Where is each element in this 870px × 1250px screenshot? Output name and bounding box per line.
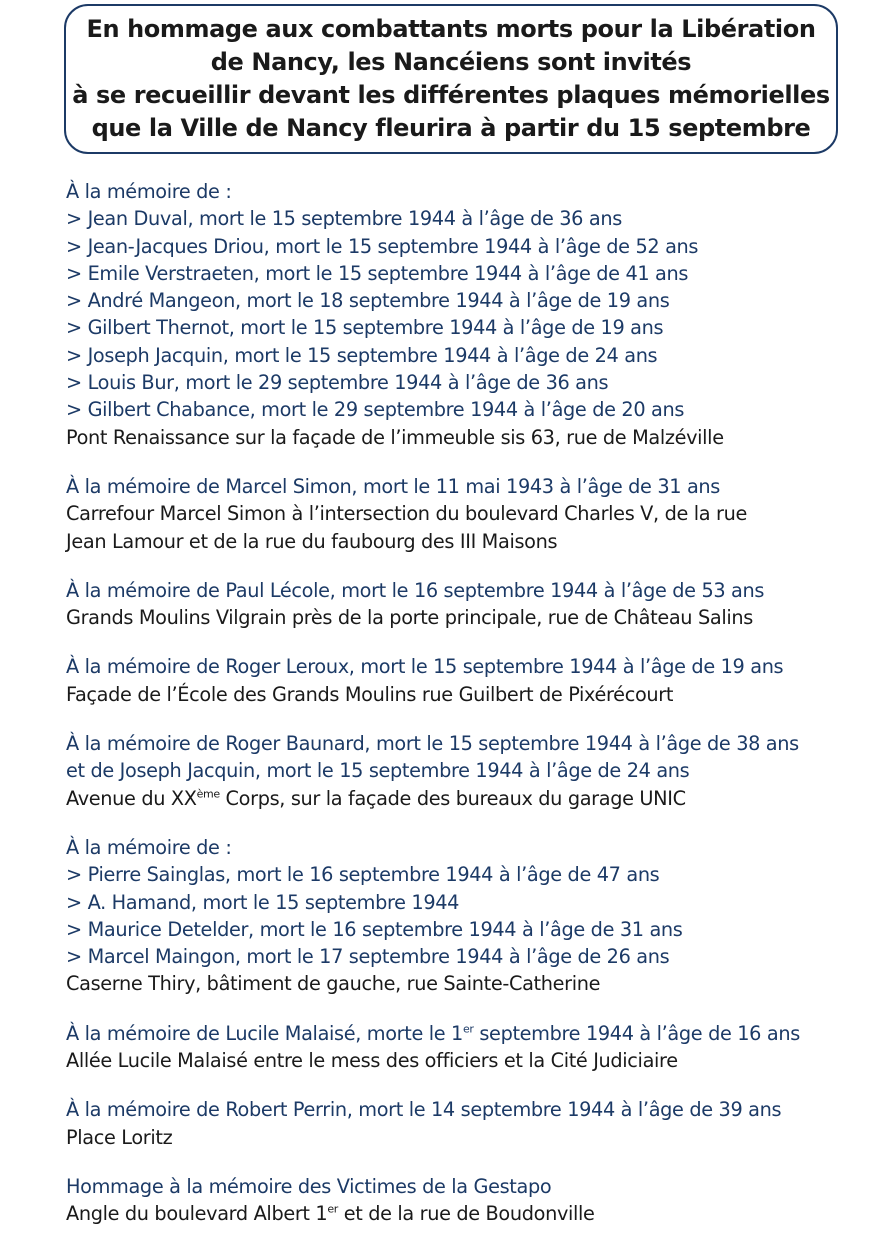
location-line: Pont Renaissance sur la façade de l’immeuble sis 63, rue de Malzéville (66, 425, 724, 449)
location-text: Avenue du XX (66, 786, 197, 810)
memorial-section (66, 834, 866, 998)
location-line: Façade de l’École des Grands Moulins rue Guilbert de Pixérécourt (66, 682, 674, 706)
location-line: Place Loritz (66, 1125, 173, 1149)
memory-line: > A. Hamand, mort le 15 septembre 1944 (66, 890, 460, 914)
location-text: et de la rue de Boudonville (337, 1202, 595, 1226)
memory-line: > Jean Duval, mort le 15 septembre 1944 à l’âge de 36 ans (66, 207, 622, 231)
memorial-section (66, 653, 866, 708)
location-line: Carrefour Marcel Simon à l’intersection du boulevard Charles V, de la rue (66, 502, 747, 526)
header-line: de Nancy, les Nancéiens sont invités (210, 48, 692, 76)
memory-line: Hommage à la mémoire des Victimes de la Gestapo (66, 1174, 552, 1198)
memory-line: > Louis Bur, mort le 29 septembre 1944 à l’âge de 36 ans (66, 371, 609, 395)
memorial-section (66, 178, 866, 451)
memory-text: À la mémoire de Lucile Malaisé, morte le 1 (66, 1021, 463, 1045)
memory-line: > Emile Verstraeten, mort le 15 septembre 1944 à l’âge de 41 ans (66, 261, 689, 285)
memory-line: > Maurice Detelder, mort le 16 septembre 1944 à l’âge de 31 ans (66, 917, 683, 941)
location-line: Caserne Thiry, bâtiment de gauche, rue Sainte-Catherine (66, 972, 601, 996)
memorial-section (66, 1020, 866, 1075)
memory-line: À la mémoire de Paul Lécole, mort le 16 septembre 1944 à l’âge de 53 ans (66, 578, 765, 602)
memory-line: À la mémoire de Roger Baunard, mort le 15 septembre 1944 à l’âge de 38 ans (66, 732, 799, 756)
memory-line: > Gilbert Chabance, mort le 29 septembre 1944 à l’âge de 20 ans (66, 398, 685, 422)
memory-line: > Marcel Maingon, mort le 17 septembre 1944 à l’âge de 26 ans (66, 945, 670, 969)
location-line: Allée Lucile Malaisé entre le mess des officiers et la Cité Judiciaire (66, 1049, 678, 1073)
memory-line: À la mémoire de : (66, 835, 232, 859)
superscript-text: er (327, 1202, 338, 1216)
memory-line (66, 1020, 866, 1047)
memory-line: À la mémoire de : (66, 180, 232, 203)
memorial-section (66, 577, 866, 632)
memorial-list (66, 178, 866, 1250)
header-announcement-box (64, 4, 838, 154)
memory-line: > Pierre Sainglas, mort le 16 septembre 1944 à l’âge de 47 ans (66, 863, 660, 887)
memory-line: > Joseph Jacquin, mort le 15 septembre 1944 à l’âge de 24 ans (66, 343, 658, 367)
location-text: Corps, sur la façade des bureaux du garage UNIC (219, 786, 686, 810)
memorial-section (66, 473, 866, 555)
location-line: Jean Lamour et de la rue du faubourg des III Maisons (66, 529, 558, 553)
memory-text: septembre 1944 à l’âge de 16 ans (473, 1021, 800, 1045)
memorial-section (66, 1173, 866, 1228)
location-line: Grands Moulins Vilgrain près de la porte principale, rue de Château Salins (66, 606, 753, 630)
memory-line: et de Joseph Jacquin, mort le 15 septembre 1944 à l’âge de 24 ans (66, 759, 690, 783)
memory-line: À la mémoire de Robert Perrin, mort le 14 septembre 1944 à l’âge de 39 ans (66, 1098, 782, 1122)
location-line (66, 1200, 866, 1227)
memory-line: > Gilbert Thernot, mort le 15 septembre 1944 à l’âge de 19 ans (66, 316, 664, 340)
memory-line: À la mémoire de Roger Leroux, mort le 15 septembre 1944 à l’âge de 19 ans (66, 655, 784, 679)
superscript-text: er (462, 1022, 474, 1036)
header-line: En hommage aux combattants morts pour la Libération (86, 15, 816, 43)
memory-line: > Jean-Jacques Driou, mort le 15 septembre 1944 à l’âge de 52 ans (66, 234, 699, 258)
memory-line: > André Mangeon, mort le 18 septembre 1944 à l’âge de 19 ans (66, 289, 670, 313)
memorial-section (66, 730, 866, 812)
location-line (66, 785, 866, 812)
location-text: Angle du boulevard Albert 1 (66, 1202, 328, 1226)
header-line: à se recueillir devant les différentes plaques mémorielles (72, 81, 830, 109)
memorial-section (66, 1096, 866, 1151)
superscript-text: ème (196, 787, 220, 801)
header-line: que la Ville de Nancy fleurira à partir du 15 septembre (91, 114, 811, 142)
memory-line: À la mémoire de Marcel Simon, mort le 11 mai 1943 à l’âge de 31 ans (66, 474, 720, 498)
